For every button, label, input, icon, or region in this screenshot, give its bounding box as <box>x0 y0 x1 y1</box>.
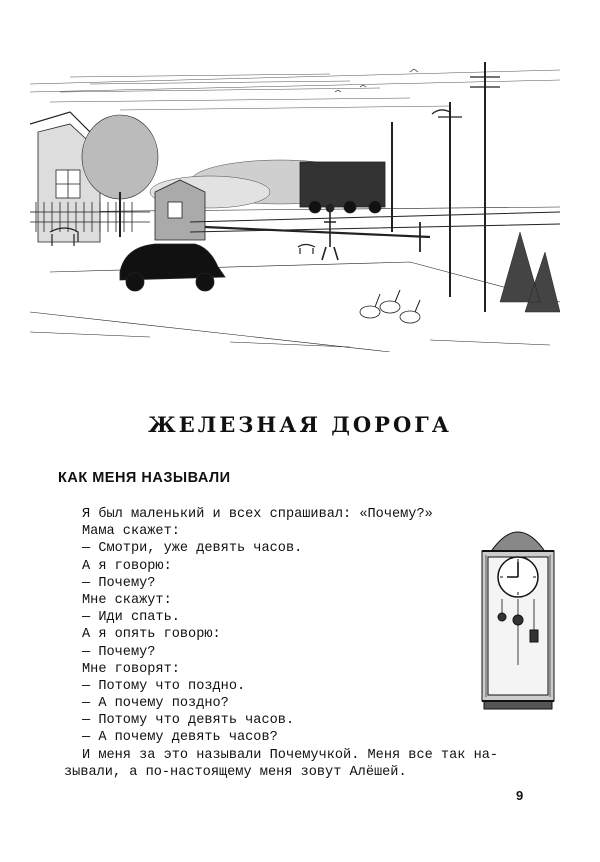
story-line: — Потому что поздно. <box>82 678 246 694</box>
story-line: А я говорю: <box>82 558 172 574</box>
story-line: — Смотри, уже девять часов. <box>82 541 303 557</box>
page-number: 9 <box>516 788 524 803</box>
story-text <box>64 506 532 781</box>
story-line: — А почему девять часов? <box>82 730 278 746</box>
story-line: Мама скажет: <box>82 524 180 540</box>
story-line: — А почему поздно? <box>82 696 229 712</box>
story-line: — Иди спать. <box>82 610 180 626</box>
story-line: Мне скажут: <box>82 592 172 608</box>
section-title: КАК МЕНЯ НАЗЫВАЛИ <box>58 470 231 486</box>
story-line: зывали, а по-настоящему меня зовут Алёшей. <box>64 764 407 780</box>
story-line: А я опять говорю: <box>82 627 221 643</box>
railway-crossing-illustration <box>30 62 560 352</box>
wall-clock-illustration <box>472 515 564 715</box>
story-line: — Почему? <box>82 644 156 660</box>
story-line: — Почему? <box>82 575 156 591</box>
story-line: — Потому что девять часов. <box>82 713 295 729</box>
story-line: Мне говорят: <box>82 661 180 677</box>
story-line: И меня за это называли Почемучкой. Меня все так на- <box>82 747 499 763</box>
chapter-title: ЖЕЛЕЗНАЯ ДОРОГА <box>148 412 452 437</box>
story-line: Я был маленький и всех спрашивал: «Почему?» <box>82 507 433 522</box>
